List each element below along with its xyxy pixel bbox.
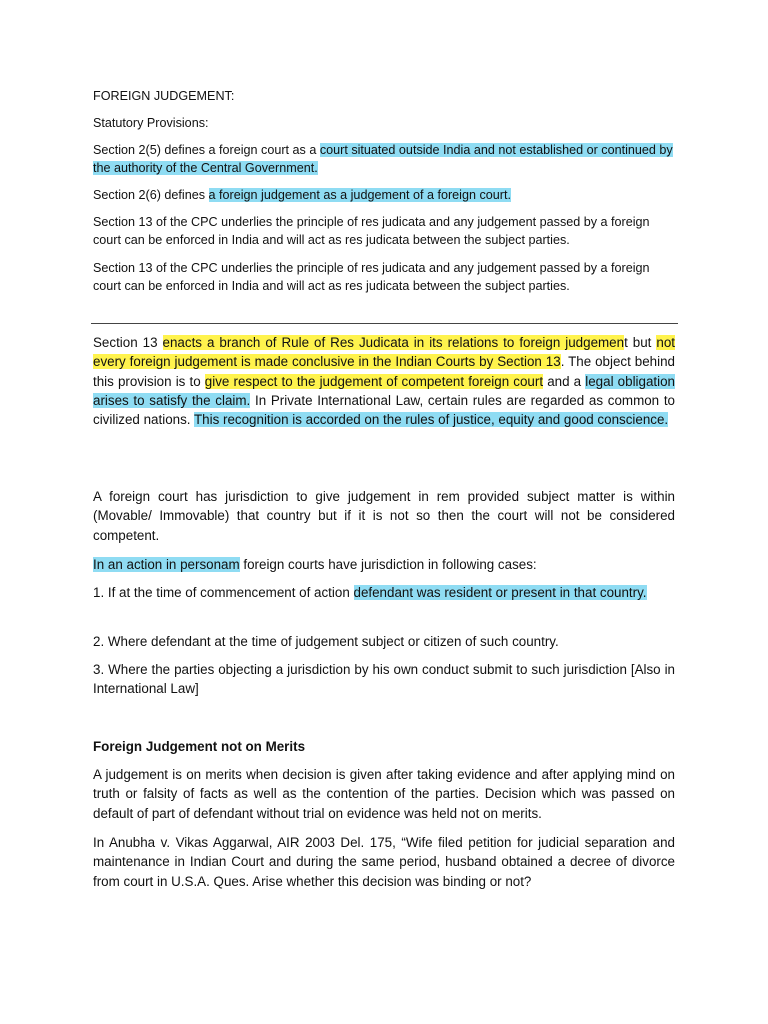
personam-paragraph bbox=[93, 555, 675, 574]
section-13-explanation-paragraph bbox=[93, 333, 675, 429]
s13-text-2: t but bbox=[624, 335, 657, 350]
s13-highlight-branch: enacts a branch of Rule of Res Judicata in its relations to foreign judgemen bbox=[162, 335, 625, 350]
s13-highlight-recognition: This recognition is accorded on the rules of justice, equity and good conscience. bbox=[193, 412, 669, 428]
section-2-5-text: Section 2(5) defines a foreign court as a bbox=[93, 143, 320, 157]
case-1-paragraph bbox=[93, 583, 675, 602]
s13-text-1: Section 13 bbox=[93, 335, 163, 350]
section-2-5-highlight: court situated outside India and not established or continued by the authority of the Central Government. bbox=[93, 143, 673, 175]
case-2-paragraph: 2. Where defendant at the time of judgement subject or citizen of such country. bbox=[93, 634, 559, 649]
page-heading: FOREIGN JUDGEMENT: bbox=[93, 89, 235, 103]
case-1-text: 1. If at the time of commencement of action bbox=[93, 585, 354, 600]
section-2-6-highlight: a foreign judgement as a judgement of a foreign court. bbox=[208, 188, 511, 202]
case-1-highlight: defendant was resident or present in that country. bbox=[353, 585, 647, 600]
statutory-provisions-label: Statutory Provisions: bbox=[93, 116, 209, 130]
s13-text-4: and a bbox=[543, 373, 586, 389]
horizontal-divider bbox=[91, 323, 678, 324]
s13-highlight-legal-obligation: legal obligation arises to satisfy the claim. bbox=[93, 373, 676, 408]
in-rem-paragraph: A foreign court has jurisdiction to give judgement in rem provided subject matter is within (Movable/ Immovable) that country but if it is not so then the court will not be considered competent. bbox=[93, 489, 675, 543]
section-13-cpc-paragraph-1: Section 13 of the CPC underlies the principle of res judicata and any judgement passed by a foreign court can be enforced in India and will act as res judicata between the subject parties. bbox=[93, 215, 650, 247]
personam-highlight: In an action in personam bbox=[93, 557, 240, 572]
section-2-6-text: Section 2(6) defines bbox=[93, 188, 209, 202]
section-2-5-paragraph bbox=[93, 141, 675, 177]
s13-text-5: In Private International Law, certain rules are regarded as common to civilized nations. bbox=[93, 392, 675, 428]
section-13-cpc-paragraph-2: Section 13 of the CPC underlies the principle of res judicata and any judgement passed by a foreign court can be enforced in India and will act as res judicata between the subject parties. bbox=[93, 261, 650, 293]
merits-heading: Foreign Judgement not on Merits bbox=[93, 739, 306, 754]
merits-paragraph: A judgement is on merits when decision is given after taking evidence and after applying mind on truth or falsity of facts as well as the contention of the parties. Decision which was passed on default of part of defendant without trial on evidence was held not on merits. bbox=[93, 767, 675, 821]
section-2-6-paragraph bbox=[93, 186, 675, 204]
personam-text: foreign courts have jurisdiction in following cases: bbox=[239, 557, 537, 572]
anubha-case-paragraph: In Anubha v. Vikas Aggarwal, AIR 2003 Del. 175, “Wife filed petition for judicial separation and maintenance in Indian Court and during the same period, husband obtained a decree of divorce from court in U.S.A. Ques. Arise whether this decision was binding or not? bbox=[93, 835, 675, 889]
s13-text-3: . The object behind this provision is to bbox=[93, 354, 675, 389]
s13-highlight-not-conclusive: not every foreign judgement is made conclusive in the Indian Courts by Section 13 bbox=[93, 335, 676, 370]
s13-highlight-give-respect: give respect to the judgement of competent foreign court bbox=[204, 373, 544, 389]
case-3-paragraph: 3. Where the parties objecting a jurisdiction by his own conduct submit to such jurisdiction [Also in International Law] bbox=[93, 662, 675, 697]
